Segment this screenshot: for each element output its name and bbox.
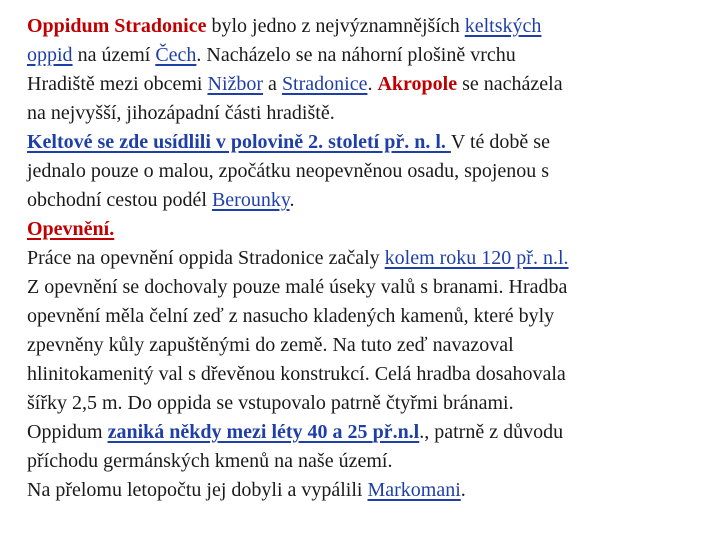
paragraph-line: [27, 476, 707, 505]
paragraph-line: [27, 157, 707, 186]
link-pr-n-l[interactable]: př.n.l: [372, 421, 420, 443]
text-run: obchodní cestou podél: [27, 189, 212, 211]
paragraph-line: [27, 389, 707, 418]
link-stradonice[interactable]: Stradonice: [281, 73, 368, 95]
text-run: . Nacházelo se na náhorní plošině vrchu: [196, 44, 516, 66]
text-run: hlinitokamenitý val s dřevěnou konstrukcí. Celá hradba dosahovala: [27, 363, 566, 385]
link-zanika[interactable]: zaniká někdy mezi léty 40 a 25: [107, 421, 373, 443]
text-run: na nejvyšší, jihozápadní části hradiště.: [27, 102, 335, 124]
text-run: opevnění měla čelní zeď z nasucho kladených kamenů, které byly: [27, 305, 555, 327]
paragraph-line: [27, 360, 707, 389]
link-nizbor[interactable]: Nižbor: [207, 73, 264, 95]
text-run: .: [289, 189, 295, 211]
paragraph-line: [27, 302, 707, 331]
text-run: a: [263, 73, 282, 95]
term-akropole: Akropole: [377, 73, 458, 95]
text-run: .: [367, 73, 378, 95]
text-run: bylo jedno z nejvýznamnějších: [206, 15, 465, 37]
paragraph-line: [27, 186, 707, 215]
link-berounky[interactable]: Berounky: [211, 189, 290, 211]
text-run: zpevněny kůly zapuštěnými do země. Na tuto zeď navazoval: [27, 334, 514, 356]
text-run: V té době se: [450, 131, 550, 153]
text-run: na území: [72, 44, 156, 66]
link-kolem-roku[interactable]: kolem roku 120 př. n.l.: [384, 247, 569, 269]
paragraph-line: [27, 331, 707, 360]
text-run: .: [460, 479, 466, 501]
text-run: se nacházela: [457, 73, 563, 95]
paragraph-line: [27, 128, 707, 157]
paragraph-line: [27, 418, 707, 447]
paragraph-line: [27, 41, 707, 70]
heading-opevneni: Opevnění.: [27, 218, 115, 240]
paragraph-line: [27, 215, 707, 244]
text-run: Oppidum: [27, 421, 108, 443]
paragraph-line: [27, 273, 707, 302]
paragraph-line: [27, 12, 707, 41]
link-keltskych[interactable]: keltských: [464, 15, 542, 37]
paragraph-line: [27, 70, 707, 99]
paragraph-line: [27, 447, 707, 476]
text-run: příchodu germánských kmenů na naše území.: [27, 450, 393, 472]
link-keltove-usidlili[interactable]: Keltové se zde usídlili v polovině 2. století př. n. l.: [27, 131, 451, 153]
slide-text-body: [27, 12, 707, 505]
link-markomani[interactable]: Markomani: [367, 479, 461, 501]
text-run: ., patrně z důvodu: [419, 421, 564, 443]
paragraph-line: [27, 99, 707, 128]
link-oppid[interactable]: oppid: [27, 44, 73, 66]
text-run: Práce na opevnění oppida Stradonice začaly: [27, 247, 385, 269]
title-oppidum-stradonice: Oppidum Stradonice: [27, 15, 207, 37]
text-run: šířky 2,5 m. Do oppida se vstupovalo patrně čtyřmi bránami.: [27, 392, 514, 414]
text-run: Hradiště mezi obcemi: [27, 73, 208, 95]
paragraph-line: [27, 244, 707, 273]
text-run: jednalo pouze o malou, zpočátku neopevněnou osadu, spojenou s: [27, 160, 550, 182]
text-run: Na přelomu letopočtu jej dobyli a vypálili: [27, 479, 368, 501]
link-cech[interactable]: Čech: [155, 44, 197, 66]
text-run: Z opevnění se dochovaly pouze malé úseky valů s branami. Hradba: [27, 276, 568, 298]
